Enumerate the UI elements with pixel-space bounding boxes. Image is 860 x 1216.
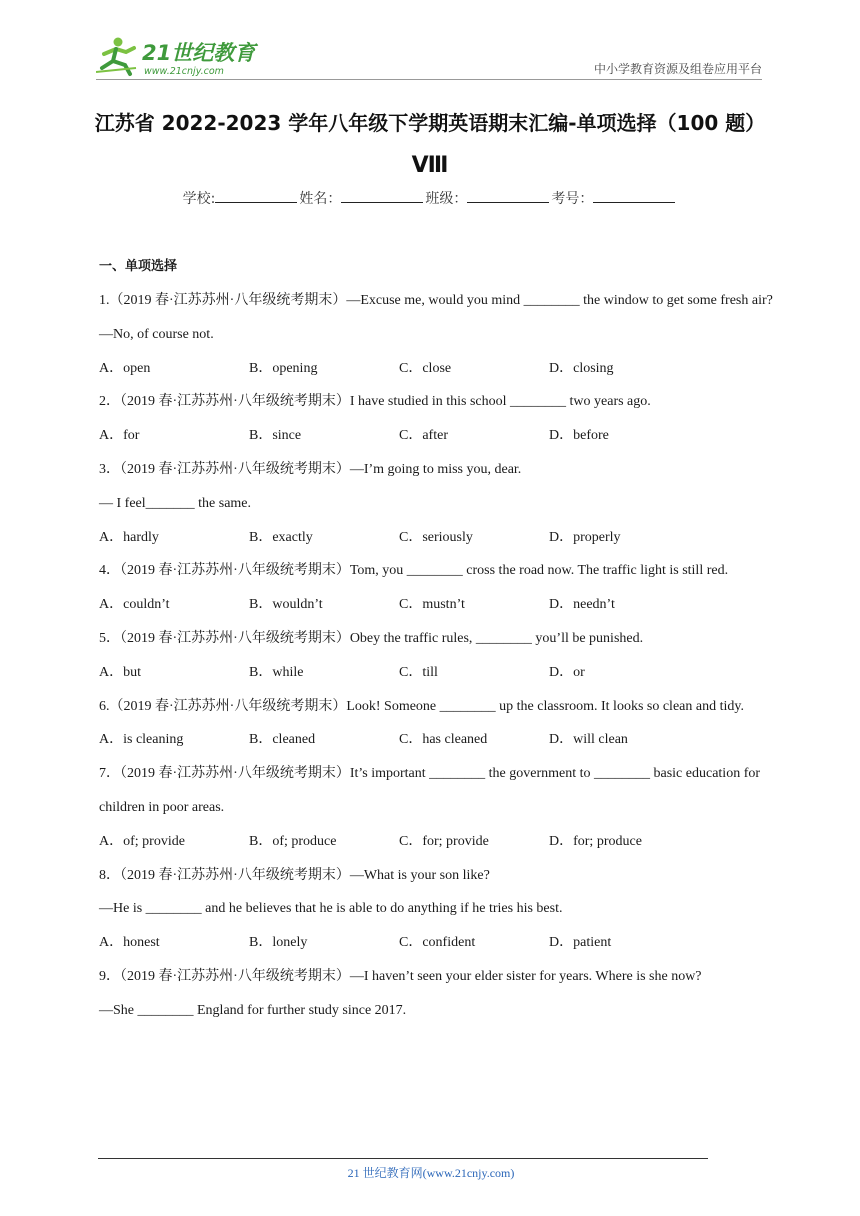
answer-option[interactable]: A．couldn’t [99, 597, 170, 613]
footer-divider [98, 1158, 708, 1159]
info-field-school: 学校: [183, 188, 300, 208]
school-blank[interactable] [215, 190, 297, 203]
question-stem: 6.（2019 春·江苏苏州·八年级统考期末）Look! Someone ________ up the classroom. It looks so clean and tidy. [99, 698, 744, 714]
answer-option[interactable]: A．honest [99, 935, 160, 951]
title-line-1: 江苏省 2022-2023 学年八年级下学期英语期末汇编-单项选择（100 题） [94, 111, 766, 135]
answer-option[interactable]: D．properly [549, 529, 621, 545]
answer-option[interactable]: A．is cleaning [99, 732, 184, 748]
options-row [99, 656, 763, 690]
question-stem: 8．（2019 春·江苏苏州·八年级统考期末）—What is your son like? [99, 867, 490, 883]
answer-option[interactable]: B．since [249, 428, 302, 444]
exam-number-blank[interactable] [593, 190, 675, 203]
question-item [99, 690, 763, 758]
question-stem: 7．（2019 春·江苏苏州·八年级统考期末）It’s important ________ the government to ________ basic education for children in poor areas. [99, 766, 761, 815]
answer-option[interactable]: C．seriously [399, 529, 473, 545]
section-title: 一、单项选择 [99, 259, 178, 274]
question-item [99, 960, 763, 1028]
answer-option[interactable]: A．open [99, 360, 151, 376]
answer-option[interactable]: A．hardly [99, 529, 159, 545]
class-blank[interactable] [467, 190, 549, 203]
answer-option[interactable]: A．of; provide [99, 833, 185, 849]
answer-option[interactable]: C．close [399, 360, 452, 376]
question-item [99, 453, 763, 554]
document-title [60, 103, 800, 182]
answer-option[interactable]: D．needn’t [549, 597, 615, 613]
answer-option[interactable]: A．for [99, 428, 140, 444]
logo-url: www.21cnjy.com [144, 66, 224, 77]
question-stem: 9．（2019 春·江苏苏州·八年级统考期末）—I haven’t seen your elder sister for years. Where is she now? [99, 968, 702, 984]
answer-option[interactable]: C．has cleaned [399, 732, 488, 748]
question-item [99, 859, 763, 960]
info-field-class: 班级： [425, 188, 551, 208]
answer-option[interactable]: D．for; produce [549, 833, 642, 849]
question-content [99, 256, 773, 1028]
question-item [99, 284, 773, 385]
question-item [99, 554, 763, 622]
answer-option[interactable]: B．while [249, 664, 304, 680]
answer-option[interactable]: B．wouldn’t [249, 597, 323, 613]
question-stem: 1.（2019 春·江苏苏州·八年级统考期末）—Excuse me, would you mind ________ the window to get some fresh air? [99, 293, 773, 308]
title-line-2: Ⅷ [411, 153, 449, 178]
header-divider [96, 79, 762, 80]
answer-option[interactable]: D．or [549, 664, 585, 680]
question-stem: 4．（2019 春·江苏苏州·八年级统考期末）Tom, you ________ cross the road now. The traffic light is still red. [99, 563, 729, 579]
options-row [99, 926, 763, 960]
answer-option[interactable]: C．for; provide [399, 833, 489, 849]
name-blank[interactable] [341, 190, 423, 203]
question-dialogue-line: —He is ________ and he believes that he is able to do anything if he tries his best. [99, 901, 563, 917]
options-row [99, 588, 763, 622]
question-stem: 2．（2019 春·江苏苏州·八年级统考期末）I have studied in this school ________ two years ago. [99, 394, 651, 410]
question-item [99, 622, 763, 690]
options-row [99, 825, 763, 859]
question-dialogue-line: —She ________ England for further study since 2017. [99, 1002, 407, 1018]
question-stem: 3．（2019 春·江苏苏州·八年级统考期末）—I’m going to miss you, dear. [99, 461, 522, 477]
answer-option[interactable]: B．of; produce [249, 833, 337, 849]
answer-option[interactable]: B．opening [249, 360, 318, 376]
runner-icon [96, 38, 136, 75]
answer-option[interactable]: D．will clean [549, 732, 628, 748]
footer-link[interactable]: 21 世纪教育网(www.21cnjy.com) [347, 1166, 515, 1180]
answer-option[interactable]: B．cleaned [249, 732, 316, 748]
question-dialogue-line: —No, of course not. [99, 326, 214, 342]
answer-option[interactable]: C．confident [399, 935, 476, 951]
answer-option[interactable]: C．mustn’t [399, 597, 465, 613]
answer-option[interactable]: B．exactly [249, 529, 313, 545]
question-list [99, 284, 773, 1028]
page-header [96, 34, 762, 80]
answer-option[interactable]: B．lonely [249, 935, 308, 951]
answer-option[interactable]: D．closing [549, 360, 614, 376]
options-row [99, 521, 763, 555]
options-row [99, 723, 763, 757]
info-field-exam-number: 考号： [551, 188, 677, 208]
question-item [99, 757, 763, 858]
student-info-row [60, 188, 800, 208]
answer-option[interactable]: C．after [399, 428, 448, 444]
logo-text: 21世纪教育 [142, 41, 256, 65]
options-row [99, 352, 763, 386]
question-dialogue-line: — I feel_______ the same. [99, 495, 252, 511]
logo [96, 34, 266, 78]
answer-option[interactable]: D．patient [549, 935, 612, 951]
question-item [99, 385, 763, 453]
answer-option[interactable]: A．but [99, 664, 141, 680]
answer-option[interactable]: C．till [399, 664, 438, 680]
site-tagline: 中小学教育资源及组卷应用平台 [593, 62, 762, 76]
info-field-name: 姓名： [299, 188, 425, 208]
answer-option[interactable]: D．before [549, 428, 609, 444]
question-stem: 5．（2019 春·江苏苏州·八年级统考期末）Obey the traffic rules, ________ you’ll be punished. [99, 630, 644, 646]
options-row [99, 419, 763, 453]
